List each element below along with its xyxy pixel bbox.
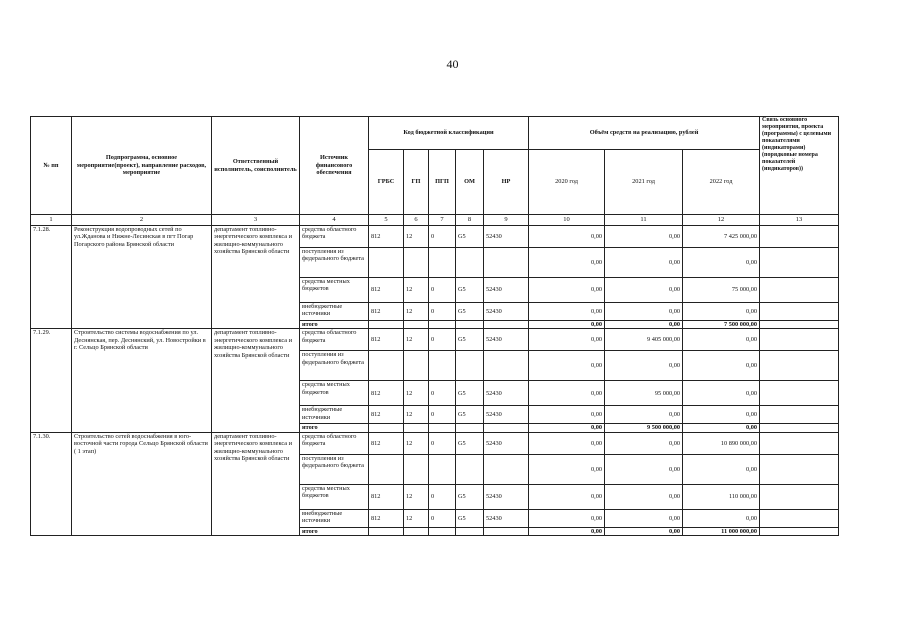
indicator-link bbox=[760, 329, 839, 351]
code-gp bbox=[404, 248, 429, 278]
funding-source: средства областного бюджета bbox=[300, 432, 369, 454]
total-empty-cell bbox=[456, 321, 484, 329]
amount-2022: 0,00 bbox=[683, 248, 760, 278]
code-gp: 12 bbox=[404, 303, 429, 321]
funding-source: поступления из федерального бюджета bbox=[300, 454, 369, 484]
amount-2020: 0,00 bbox=[529, 248, 605, 278]
amount-2020: 0,00 bbox=[529, 509, 605, 527]
indicator-link bbox=[760, 509, 839, 527]
code-grbs bbox=[369, 351, 404, 381]
code-gp: 12 bbox=[404, 484, 429, 509]
col-number: 3 bbox=[212, 215, 300, 226]
item-number: 7.1.28. bbox=[31, 226, 72, 329]
code-grbs bbox=[369, 248, 404, 278]
code-nr: 52430 bbox=[484, 226, 529, 248]
header-budget-classification: Код бюджетной классификации bbox=[369, 117, 529, 150]
code-nr: 52430 bbox=[484, 303, 529, 321]
amount-2021: 0,00 bbox=[605, 278, 683, 303]
code-grbs: 812 bbox=[369, 226, 404, 248]
page-number: 40 bbox=[446, 57, 459, 71]
col-number: 7 bbox=[429, 215, 456, 226]
table-row bbox=[31, 432, 839, 454]
total-empty-cell bbox=[369, 527, 404, 535]
code-nr: 52430 bbox=[484, 329, 529, 351]
code-om: G5 bbox=[456, 278, 484, 303]
code-om: G5 bbox=[456, 329, 484, 351]
code-grbs: 812 bbox=[369, 329, 404, 351]
code-nr: 52430 bbox=[484, 432, 529, 454]
indicator-link bbox=[760, 484, 839, 509]
code-om: G5 bbox=[456, 226, 484, 248]
total-empty-cell bbox=[484, 527, 529, 535]
code-gp: 12 bbox=[404, 432, 429, 454]
indicator-link bbox=[760, 454, 839, 484]
amount-2020: 0,00 bbox=[529, 381, 605, 406]
col-number: 12 bbox=[683, 215, 760, 226]
header-pgp: ПГП bbox=[429, 150, 456, 215]
code-gp: 12 bbox=[404, 226, 429, 248]
item-name: Реконструкция водопроводных сетей по ул.Жданова и Нижне-Лесинская в пгт Погар Погарского района Брянской области bbox=[72, 226, 212, 329]
indicator-link bbox=[760, 351, 839, 381]
indicator-link bbox=[760, 321, 839, 329]
funding-source: внебюджетные источники bbox=[300, 509, 369, 527]
indicator-link bbox=[760, 432, 839, 454]
code-gp: 12 bbox=[404, 278, 429, 303]
amount-2021: 0,00 bbox=[605, 484, 683, 509]
code-pgp bbox=[429, 351, 456, 381]
code-grbs: 812 bbox=[369, 432, 404, 454]
total-2020: 0,00 bbox=[529, 321, 605, 329]
total-empty-cell bbox=[404, 527, 429, 535]
code-pgp bbox=[429, 454, 456, 484]
amount-2021: 0,00 bbox=[605, 226, 683, 248]
col-number: 9 bbox=[484, 215, 529, 226]
indicator-link bbox=[760, 248, 839, 278]
code-pgp: 0 bbox=[429, 329, 456, 351]
table-row bbox=[31, 329, 839, 351]
amount-2022: 7 425 000,00 bbox=[683, 226, 760, 248]
amount-2021: 0,00 bbox=[605, 303, 683, 321]
indicator-link bbox=[760, 406, 839, 424]
code-nr: 52430 bbox=[484, 484, 529, 509]
total-empty-cell bbox=[369, 424, 404, 432]
indicator-link bbox=[760, 424, 839, 432]
funding-source: внебюджетные источники bbox=[300, 303, 369, 321]
amount-2021: 0,00 bbox=[605, 351, 683, 381]
table-row bbox=[31, 226, 839, 248]
header-nr: НР bbox=[484, 150, 529, 215]
amount-2020: 0,00 bbox=[529, 454, 605, 484]
total-empty-cell bbox=[404, 424, 429, 432]
indicator-link bbox=[760, 381, 839, 406]
col-number: 8 bbox=[456, 215, 484, 226]
code-nr: 52430 bbox=[484, 406, 529, 424]
amount-2020: 0,00 bbox=[529, 226, 605, 248]
amount-2022: 0,00 bbox=[683, 351, 760, 381]
code-nr bbox=[484, 454, 529, 484]
code-om: G5 bbox=[456, 484, 484, 509]
code-pgp: 0 bbox=[429, 484, 456, 509]
code-gp bbox=[404, 454, 429, 484]
funding-source: поступления из федерального бюджета bbox=[300, 248, 369, 278]
code-grbs: 812 bbox=[369, 278, 404, 303]
header-program: Подпрограмма, основное мероприятие(проект), направление расходов, мероприятие bbox=[72, 117, 212, 215]
code-pgp: 0 bbox=[429, 406, 456, 424]
indicator-link bbox=[760, 278, 839, 303]
total-2021: 0,00 bbox=[605, 321, 683, 329]
amount-2020: 0,00 bbox=[529, 432, 605, 454]
item-number: 7.1.30. bbox=[31, 432, 72, 535]
code-gp: 12 bbox=[404, 329, 429, 351]
code-grbs: 812 bbox=[369, 303, 404, 321]
amount-2021: 0,00 bbox=[605, 432, 683, 454]
funding-source: средства областного бюджета bbox=[300, 226, 369, 248]
header-amount: Объём средств на реализацию, рублей bbox=[529, 117, 760, 150]
amount-2021: 0,00 bbox=[605, 454, 683, 484]
funding-source: поступления из федерального бюджета bbox=[300, 351, 369, 381]
header-gp: ГП bbox=[404, 150, 429, 215]
amount-2022: 10 890 000,00 bbox=[683, 432, 760, 454]
header-2021: 2021 год bbox=[605, 150, 683, 215]
total-empty-cell bbox=[369, 321, 404, 329]
code-nr: 52430 bbox=[484, 509, 529, 527]
col-number: 4 bbox=[300, 215, 369, 226]
total-label: итого bbox=[300, 321, 369, 329]
code-pgp: 0 bbox=[429, 303, 456, 321]
total-label: итого bbox=[300, 527, 369, 535]
code-gp bbox=[404, 351, 429, 381]
code-nr: 52430 bbox=[484, 381, 529, 406]
code-om: G5 bbox=[456, 381, 484, 406]
total-empty-cell bbox=[429, 527, 456, 535]
code-nr bbox=[484, 351, 529, 381]
amount-2020: 0,00 bbox=[529, 303, 605, 321]
code-om: G5 bbox=[456, 509, 484, 527]
col-number: 13 bbox=[760, 215, 839, 226]
total-2021: 0,00 bbox=[605, 527, 683, 535]
header-grbs: ГРБС bbox=[369, 150, 404, 215]
funding-source: средства местных бюджетов bbox=[300, 381, 369, 406]
amount-2021: 95 000,00 bbox=[605, 381, 683, 406]
code-om bbox=[456, 454, 484, 484]
funding-source: средства местных бюджетов bbox=[300, 484, 369, 509]
code-pgp: 0 bbox=[429, 381, 456, 406]
col-number: 5 bbox=[369, 215, 404, 226]
amount-2021: 0,00 bbox=[605, 406, 683, 424]
col-number: 2 bbox=[72, 215, 212, 226]
total-2022: 7 500 000,00 bbox=[683, 321, 760, 329]
amount-2020: 0,00 bbox=[529, 406, 605, 424]
code-grbs: 812 bbox=[369, 381, 404, 406]
amount-2022: 0,00 bbox=[683, 381, 760, 406]
code-pgp: 0 bbox=[429, 509, 456, 527]
code-grbs bbox=[369, 454, 404, 484]
code-pgp: 0 bbox=[429, 432, 456, 454]
header-2022: 2022 год bbox=[683, 150, 760, 215]
code-grbs: 812 bbox=[369, 509, 404, 527]
code-om: G5 bbox=[456, 406, 484, 424]
amount-2021: 0,00 bbox=[605, 248, 683, 278]
total-empty-cell bbox=[456, 424, 484, 432]
code-pgp: 0 bbox=[429, 278, 456, 303]
amount-2022: 0,00 bbox=[683, 406, 760, 424]
code-om: G5 bbox=[456, 303, 484, 321]
code-om: G5 bbox=[456, 432, 484, 454]
total-2021: 9 500 000,00 bbox=[605, 424, 683, 432]
total-empty-cell bbox=[429, 424, 456, 432]
item-executor: департамент топливно-энергетического комплекса и жилищно-коммунального хозяйства Брянской области bbox=[212, 329, 300, 432]
code-pgp bbox=[429, 248, 456, 278]
header-executor: Ответственный исполнитель, соисполнитель bbox=[212, 117, 300, 215]
budget-table bbox=[30, 116, 839, 536]
item-name: Строительство системы водоснабжения по ул. Деснянская, пер. Деснянский, ул. Новостройки в г. Сельцо Брянской области bbox=[72, 329, 212, 432]
col-number: 10 bbox=[529, 215, 605, 226]
code-grbs: 812 bbox=[369, 484, 404, 509]
item-executor: департамент топливно-энергетического комплекса и жилищно-коммунального хозяйства Брянской области bbox=[212, 432, 300, 535]
total-2020: 0,00 bbox=[529, 424, 605, 432]
amount-2022: 75 000,00 bbox=[683, 278, 760, 303]
total-empty-cell bbox=[429, 321, 456, 329]
funding-source: средства местных бюджетов bbox=[300, 278, 369, 303]
funding-source: внебюджетные источники bbox=[300, 406, 369, 424]
col-number: 6 bbox=[404, 215, 429, 226]
total-empty-cell bbox=[484, 424, 529, 432]
total-2022: 0,00 bbox=[683, 424, 760, 432]
amount-2022: 0,00 bbox=[683, 329, 760, 351]
amount-2022: 0,00 bbox=[683, 509, 760, 527]
total-2020: 0,00 bbox=[529, 527, 605, 535]
amount-2020: 0,00 bbox=[529, 329, 605, 351]
header-no: № пп bbox=[31, 117, 72, 215]
header-om: ОМ bbox=[456, 150, 484, 215]
indicator-link bbox=[760, 303, 839, 321]
amount-2021: 9 405 000,00 bbox=[605, 329, 683, 351]
col-number: 11 bbox=[605, 215, 683, 226]
amount-2022: 0,00 bbox=[683, 454, 760, 484]
code-grbs: 812 bbox=[369, 406, 404, 424]
total-empty-cell bbox=[484, 321, 529, 329]
code-gp: 12 bbox=[404, 406, 429, 424]
col-number: 1 bbox=[31, 215, 72, 226]
column-numbers-row bbox=[31, 215, 839, 226]
code-om bbox=[456, 248, 484, 278]
header-link: Связь основного мероприятия, проекта (программы) с целевыми показателями (индикаторами) (порядковые номера показателей (индикаторов)) bbox=[760, 117, 839, 215]
funding-source: средства областного бюджета bbox=[300, 329, 369, 351]
amount-2021: 0,00 bbox=[605, 509, 683, 527]
code-pgp: 0 bbox=[429, 226, 456, 248]
indicator-link bbox=[760, 226, 839, 248]
code-gp: 12 bbox=[404, 381, 429, 406]
code-nr: 52430 bbox=[484, 278, 529, 303]
amount-2020: 0,00 bbox=[529, 351, 605, 381]
code-om bbox=[456, 351, 484, 381]
total-empty-cell bbox=[456, 527, 484, 535]
total-label: итого bbox=[300, 424, 369, 432]
header-source: Источник финансового обеспечения bbox=[300, 117, 369, 215]
item-name: Строительство сетей водоснабжения в юго-восточной части города Сельцо Брянской области ( 1 этап) bbox=[72, 432, 212, 535]
indicator-link bbox=[760, 527, 839, 535]
header-2020: 2020 год bbox=[529, 150, 605, 215]
item-executor: департамент топливно-энергетического комплекса и жилищно-коммунального хозяйства Брянской области bbox=[212, 226, 300, 329]
amount-2022: 110 000,00 bbox=[683, 484, 760, 509]
code-gp: 12 bbox=[404, 509, 429, 527]
code-nr bbox=[484, 248, 529, 278]
item-number: 7.1.29. bbox=[31, 329, 72, 432]
total-empty-cell bbox=[404, 321, 429, 329]
amount-2022: 0,00 bbox=[683, 303, 760, 321]
amount-2020: 0,00 bbox=[529, 278, 605, 303]
total-2022: 11 000 000,00 bbox=[683, 527, 760, 535]
amount-2020: 0,00 bbox=[529, 484, 605, 509]
